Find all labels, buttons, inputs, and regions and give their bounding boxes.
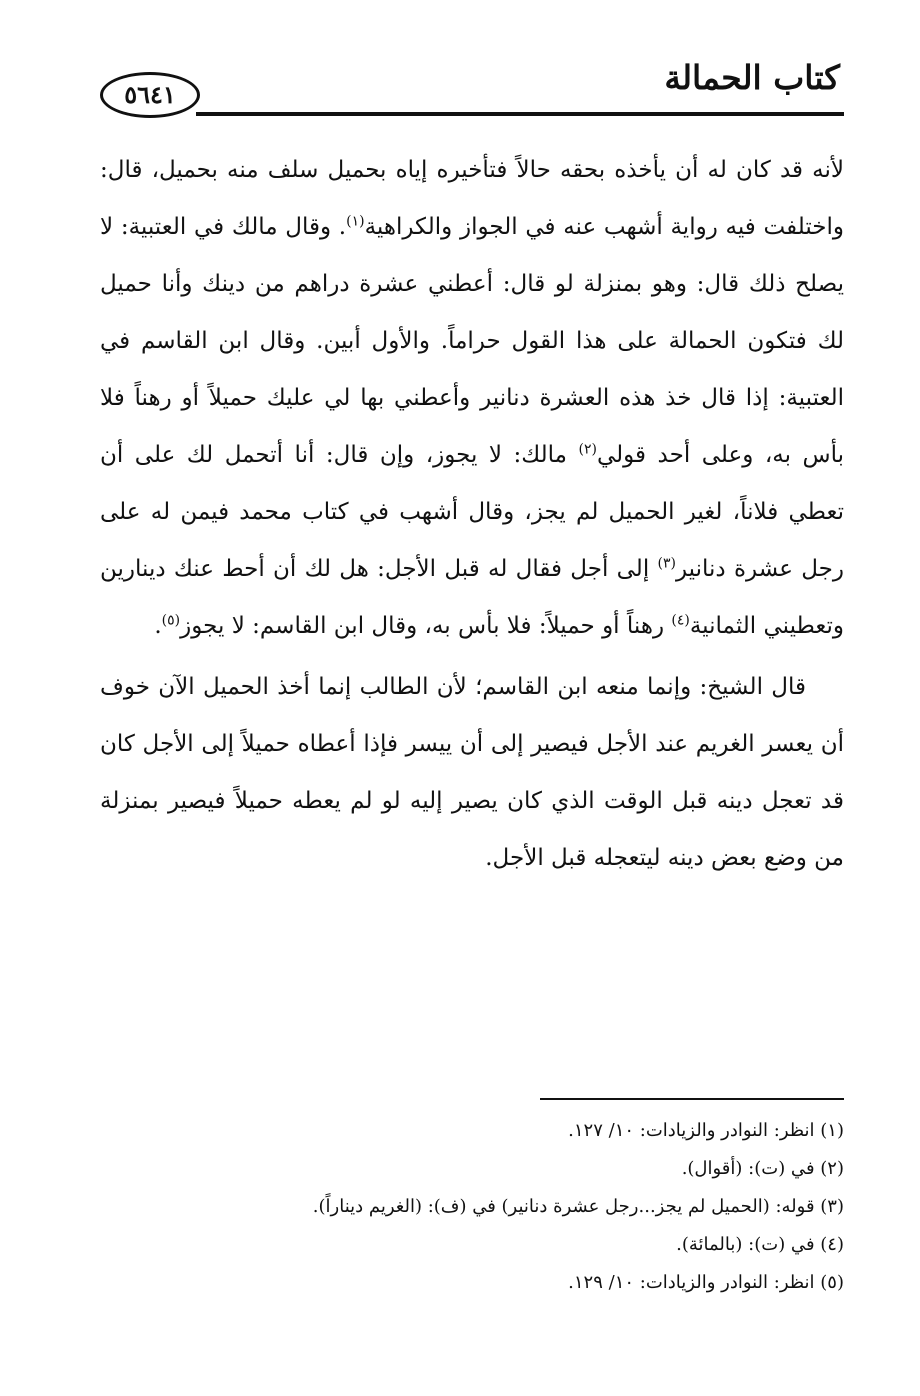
book-title: كتاب الحمالة xyxy=(664,58,840,97)
footnote-separator xyxy=(540,1098,844,1100)
paragraph-1-text-3: مالك: لا يجوز، وإن قال: أنا أتحمل لك على أن تعطي فلاناً، لغير الحميل لم يجز، وقال أشهب في كتاب محمد فيمن له على رجل عشرة دنانير xyxy=(100,442,845,582)
paragraph-2: قال الشيخ: وإنما منعه ابن القاسم؛ لأن الطالب إنما أخذ الحميل الآن خوف أن يعسر الغريم عند الأجل فيصير إلى أن ييسر فإذا أعطاه حميلاً إلى الأجل كان قد تعجل دينه قبل الوقت الذي كان يصير إليه لو لم يعطه حميلاً فيصير بمنزلة من وضع بعض دينه ليتعجله قبل الأجل. xyxy=(100,674,844,871)
footnote-ref-3: (٣) xyxy=(657,555,676,572)
footnote-5: (٥) انظر: النوادر والزيادات: ١٠/ ١٢٩. xyxy=(568,1272,844,1293)
header-rule xyxy=(204,112,844,116)
footnote-ref-2: (٢) xyxy=(578,441,597,458)
footnote-ref-4: (٤) xyxy=(671,612,690,629)
footnote-3: (٣) قوله: (الحميل لم يجز...رجل عشرة دنانير) في (ف): (الغريم ديناراً). xyxy=(312,1196,844,1217)
footnotes xyxy=(240,1112,844,1302)
footnote-1: (١) انظر: النوادر والزيادات: ١٠/ ١٢٧. xyxy=(568,1120,844,1141)
paragraph-1 xyxy=(100,142,844,655)
page-header xyxy=(96,50,844,130)
paragraph-1-text-6: . xyxy=(154,613,162,639)
main-text xyxy=(100,142,844,887)
paragraph-1-text-1: لأنه قد كان له أن يأخذه بحقه حالاً فتأخيره إياه بحميل سلف منه بحميل، قال: واختلفت فيه رواية أشهب عنه في الجواز والكراهية xyxy=(100,157,844,240)
paragraph-1-text-4: إلى أجل فقال له قبل الأجل: هل لك أن أحط عنك دينارين وتعطيني الثمانية xyxy=(100,556,844,639)
paragraph-1-text-2: . وقال مالك في العتبية: لا يصلح ذلك قال: وهو بمنزلة لو قال: أعطني عشرة دراهم من دينك وأنا حميل لك فتكون الحمالة على هذا القول حراماً. والأول أبين. وقال ابن القاسم في العتبية: إذا قال خذ هذه العشرة دنانير وأعطني بها لي عليك حميلاً أو رهناً فلا بأس به، وعلى أحد قولي xyxy=(100,214,844,468)
page-number: ٥٦٤١ xyxy=(100,72,200,118)
paragraph-1-text-5: رهناً أو حميلاً: فلا بأس به، وقال ابن القاسم: لا يجوز xyxy=(180,613,672,639)
footnote-2: (٢) في (ت): (أقوال). xyxy=(681,1158,844,1179)
footnote-ref-1: (١) xyxy=(346,213,365,230)
footnote-ref-5: (٥) xyxy=(161,612,181,629)
footnote-4: (٤) في (ت): (بالمائة). xyxy=(676,1234,844,1255)
